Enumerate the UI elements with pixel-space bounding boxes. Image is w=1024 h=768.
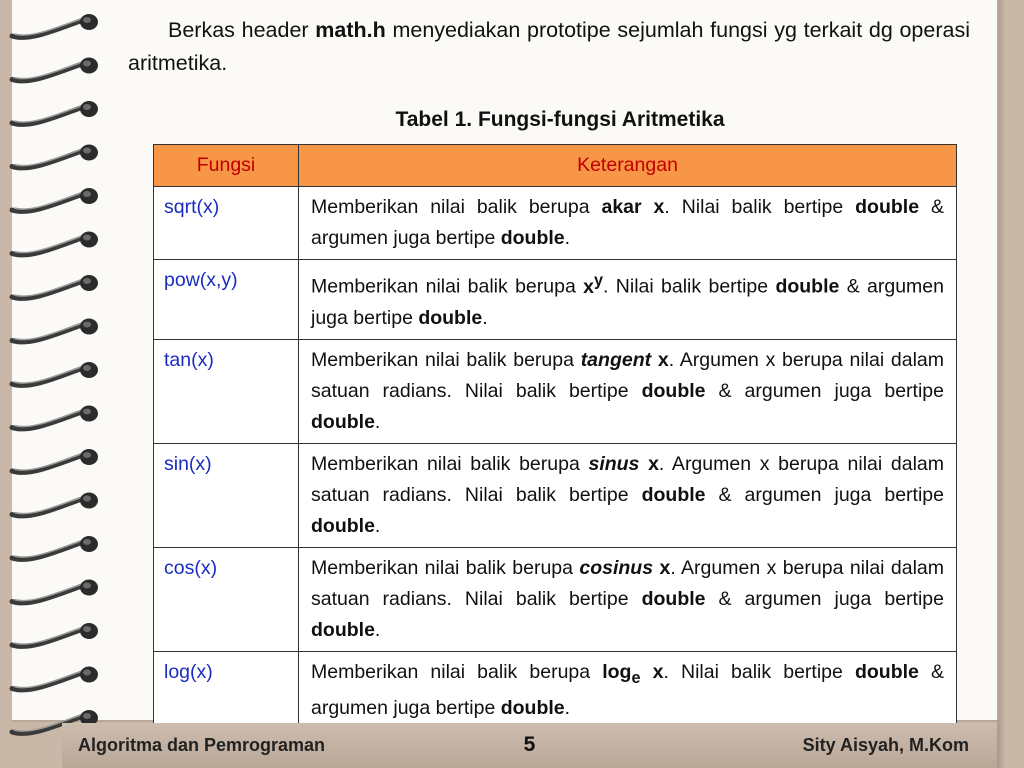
spiral-ring [12,101,98,124]
table-row [154,260,957,340]
header-fungsi: Fungsi [154,145,299,187]
spiral-ring [12,493,98,516]
header-keterangan: Keterangan [299,145,957,187]
intro-text-2: menyediakan prototipe sejumlah fungsi yg terkait dg operasi aritmetika. [128,18,970,75]
spiral-ring [12,362,98,385]
spiral-ring [12,14,98,37]
spiral-ring [12,536,98,559]
function-name: log(x) [154,651,299,730]
function-name: pow(x,y) [154,260,299,340]
table-row [154,187,957,260]
table-row [154,547,957,651]
spiral-ring [12,188,98,211]
table-row [154,339,957,443]
function-name: sin(x) [154,443,299,547]
function-name: sqrt(x) [154,187,299,260]
table-caption: Tabel 1. Fungsi-fungsi Aritmetika [395,108,725,131]
intro-text-1: Berkas header [168,18,316,42]
intro-header-name: math.h [315,18,386,42]
footer-course: Algoritma dan Pemrograman [78,735,326,755]
spiral-ring [12,449,98,472]
table-row [154,443,957,547]
function-table [153,144,957,730]
spiral-binding [0,0,110,740]
spiral-ring [12,58,98,81]
function-description: Memberikan nilai balik berupa $\log_e x$. Nilai balik bertipe double & argumen juga bertipe double. [299,651,957,730]
footer-page-number: 5 [523,733,536,756]
spiral-ring [12,145,98,168]
spiral-ring [12,667,98,690]
page-edge-shadow [997,0,1024,768]
spiral-ring [12,232,98,255]
function-description: Memberikan nilai balik berupa tangent x. Argumen x berupa nilai dalam satuan radians. Nilai balik bertipe double & argumen juga bertipe double. [299,339,957,443]
function-description: Memberikan nilai balik berupa cosinus x. Argumen x berupa nilai dalam satuan radians. Nilai balik bertipe double & argumen juga bertipe double. [299,547,957,651]
table-row [154,651,957,730]
function-description: Memberikan nilai balik berupa sinus x. Argumen x berupa nilai dalam satuan radians. Nilai balik bertipe double & argumen juga bertipe double. [299,443,957,547]
function-description: Memberikan nilai balik berupa $x^y$. Nilai balik bertipe double & argumen juga bertipe double. [299,260,957,340]
intro-paragraph [128,14,970,80]
spiral-ring [12,319,98,342]
table-header-row [154,145,957,187]
function-name: cos(x) [154,547,299,651]
function-name: tan(x) [154,339,299,443]
function-description: Memberikan nilai balik berupa akar x. Nilai balik bertipe double & argumen juga bertipe double. [299,187,957,260]
footer-author: Sity Aisyah, M.Kom [802,735,969,755]
spiral-ring [12,580,98,603]
spiral-ring [12,275,98,298]
spiral-ring [12,406,98,429]
spiral-ring [12,623,98,646]
footer-bar [62,723,997,768]
